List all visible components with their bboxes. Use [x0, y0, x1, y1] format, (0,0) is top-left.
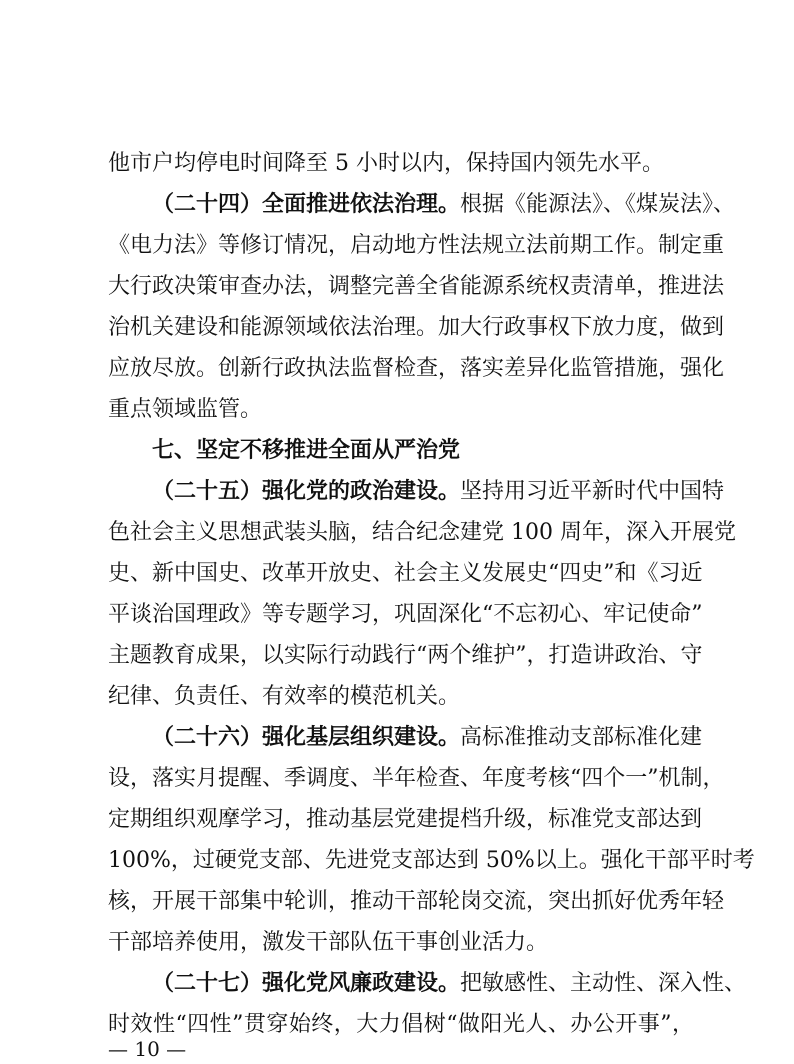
section-26-line: 核，开展干部集中轮训，推动干部轮岗交流，突出抓好优秀年轻	[108, 889, 725, 914]
section-26-line: 干部培养使用，激发干部队伍干事创业活力。	[108, 930, 549, 955]
continuation-line: 他市户均停电时间降至 5 小时以内，保持国内领先水平。	[108, 151, 664, 176]
section-25-title: （二十五）强化党的政治建设。	[152, 479, 461, 504]
section-24-first-line	[152, 186, 736, 224]
section-24-line: 应放尽放。创新行政执法监督检查，落实差异化监管措施，强化	[108, 356, 725, 381]
chapter-heading: 七、坚定不移推进全面从严治党	[152, 438, 461, 463]
section-27-line: 时效性“四性”贯穿始终，大力倡树“做阳光人、办公开事”，	[108, 1012, 694, 1037]
section-24-line: 大行政决策审查办法，调整完善全省能源系统权责清单，推进法	[108, 274, 725, 299]
section-24-text: 根据《能源法》、《煤炭法》、	[460, 192, 736, 217]
section-25-line: 史、新中国史、改革开放史、社会主义发展史“四史”和《习近	[108, 561, 703, 586]
section-25-line: 主题教育成果，以实际行动践行“两个维护”，打造讲政治、守	[108, 643, 703, 668]
section-26-title: （二十六）强化基层组织建设。	[152, 725, 461, 750]
section-26-text: 高标准推动支部标准化建	[460, 725, 703, 750]
section-24-title: （二十四）全面推进依法治理。	[152, 192, 461, 217]
section-26-line: 100%，过硬党支部、先进党支部达到 50%以上。强化干部平时考	[108, 848, 755, 873]
section-27-text: 把敏感性、主动性、深入性、	[460, 971, 747, 996]
section-25-line: 纪律、负责任、有效率的模范机关。	[108, 684, 461, 709]
section-25-text: 坚持用习近平新时代中国特	[460, 479, 725, 504]
section-24-line: 重点领域监管。	[108, 397, 263, 422]
section-25-line: 平谈治国理政》等专题学习，巩固深化“不忘初心、牢记使命”	[108, 602, 703, 627]
section-26-line: 定期组织观摩学习，推动基层党建提档升级，标准党支部达到	[108, 807, 703, 832]
section-25-line: 色社会主义思想武装头脑，结合纪念建党 100 周年，深入开展党	[108, 520, 736, 545]
section-26-first-line	[152, 719, 703, 757]
section-26-line: 设，落实月提醒、季调度、半年检查、年度考核“四个一”机制，	[108, 766, 725, 791]
section-24-line: 治机关建设和能源领域依法治理。加大行政事权下放力度，做到	[108, 315, 725, 340]
section-27-first-line	[152, 965, 747, 1003]
section-27-title: （二十七）强化党风廉政建设。	[152, 971, 461, 996]
section-25-first-line	[152, 473, 725, 511]
page-number: — 10 —	[108, 1037, 187, 1061]
section-24-line: 《电力法》等修订情况，启动地方性法规立法前期工作。制定重	[108, 233, 725, 258]
